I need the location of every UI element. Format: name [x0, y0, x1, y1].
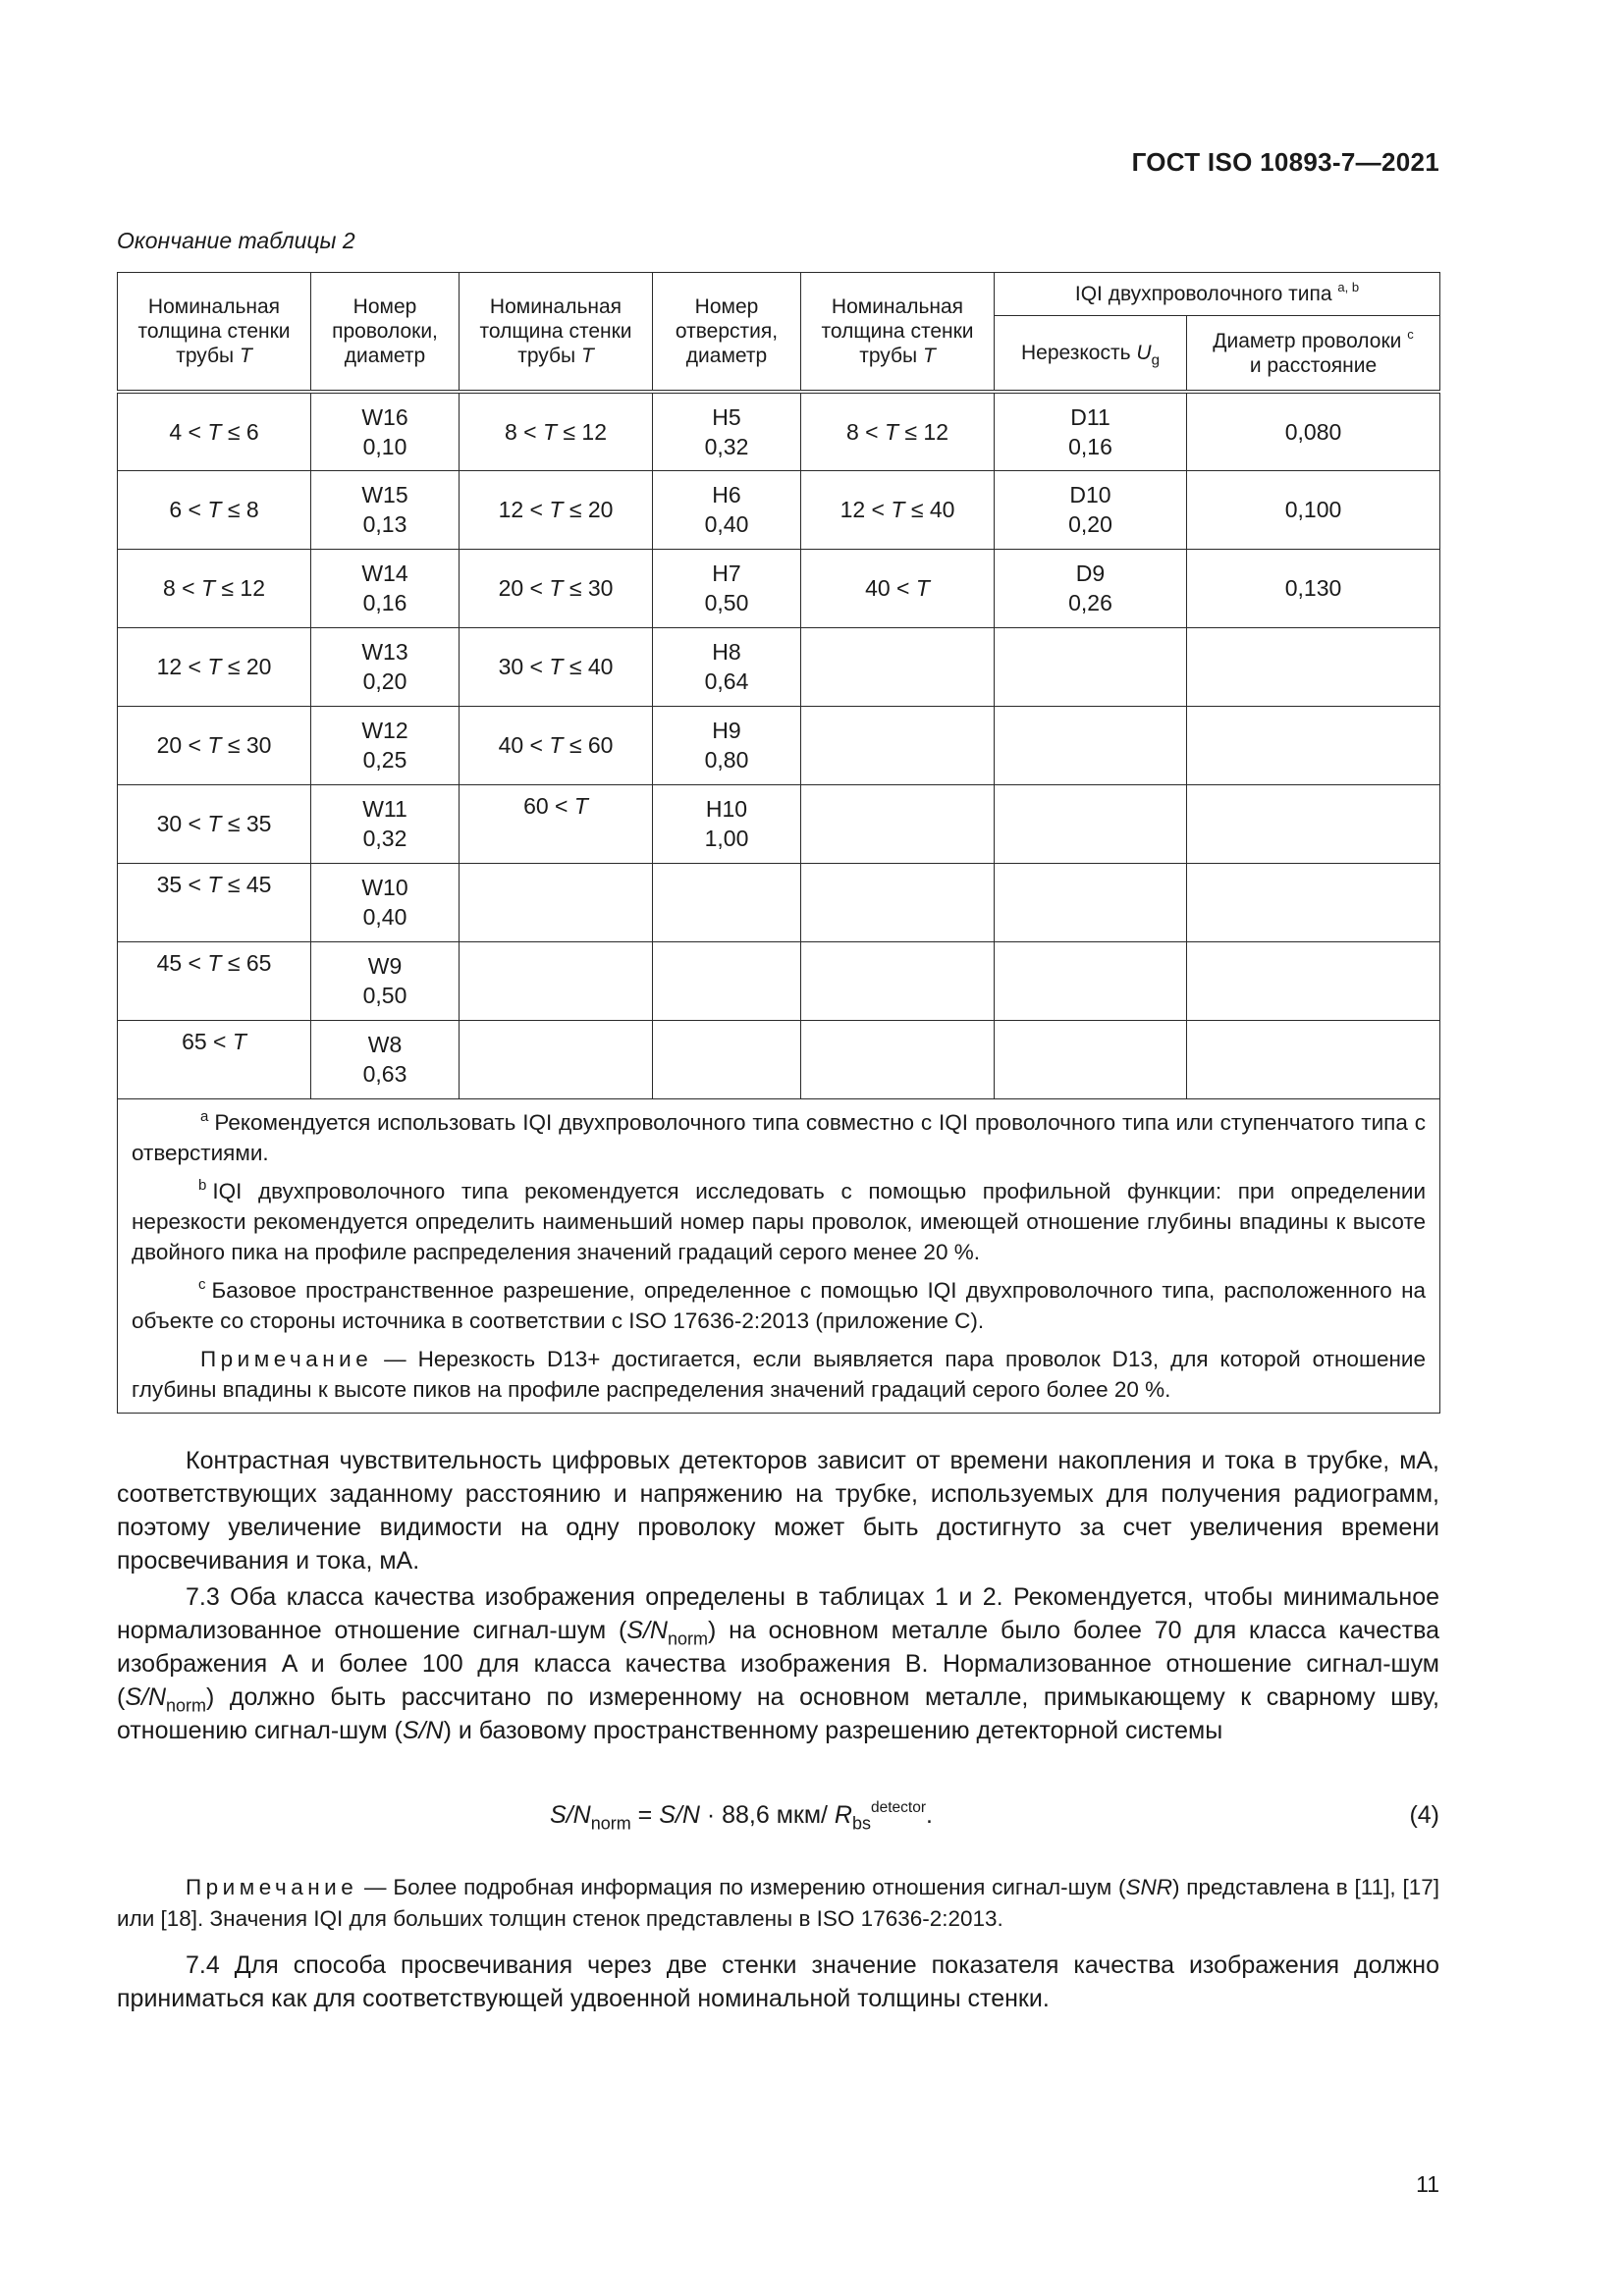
- formula-number: (4): [1409, 1801, 1439, 1829]
- table-footnotes: [118, 1098, 1440, 1413]
- duplex-cell: D11 0,16: [995, 392, 1187, 470]
- standard-code: ГОСТ ISO 10893-7—2021: [1131, 147, 1439, 177]
- wall-thickness-cell: 60 < T: [460, 784, 653, 863]
- wall-thickness-cell: 12 < T ≤ 20: [118, 627, 311, 706]
- empty-cell: [801, 941, 995, 1020]
- header-duplex-iqi-group: IQI двухпроволочного типа $^{a, b}$: [995, 273, 1440, 316]
- table-row: [118, 706, 1440, 784]
- wire-cell: W16 0,10: [311, 392, 460, 470]
- wall-thickness-cell: 40 < T: [801, 549, 995, 627]
- wall-thickness-cell: 8 < T ≤ 12: [460, 392, 653, 470]
- empty-cell: [1187, 627, 1440, 706]
- duplex-cell: D9 0,26: [995, 549, 1187, 627]
- empty-cell: [460, 941, 653, 1020]
- header-hole-number: Номер отверстия, диаметр: [653, 273, 801, 393]
- wire-cell: W14 0,16: [311, 549, 460, 627]
- empty-cell: [801, 706, 995, 784]
- iqi-table: [117, 272, 1440, 1414]
- wire-diameter-cell: 0,100: [1187, 470, 1440, 549]
- table-row: [118, 549, 1440, 627]
- header-wire-diameter-spacing: Диаметр проволоки $^c$ и расстояние: [1187, 316, 1440, 393]
- empty-cell: [801, 627, 995, 706]
- empty-cell: [801, 1020, 995, 1098]
- header-wall-thickness-3: Номинальная толщина стенки трубы T: [801, 273, 995, 393]
- formula-snr-norm: $S/N_{norm} = S/N \cdot 88,6$ мкм/ $R_{bs}^{detector}$.: [550, 1799, 933, 1834]
- wall-thickness-cell: 45 < T ≤ 65: [118, 941, 311, 1020]
- hole-cell: H9 0,80: [653, 706, 801, 784]
- empty-cell: [460, 863, 653, 941]
- empty-cell: [995, 863, 1187, 941]
- table-row: [118, 941, 1440, 1020]
- footnote-c: $^c$ Базовое пространственное разрешение, определенное с помощью IQI двухпроволочного типа, расположенного на объекте со стороны источника в соответствии с ISO 17636-2:2013 (приложение C).: [132, 1276, 1427, 1333]
- empty-cell: [995, 1020, 1187, 1098]
- wire-diameter-cell: 0,080: [1187, 392, 1440, 470]
- empty-cell: [1187, 1020, 1440, 1098]
- paragraph-7-3: 7.3 Оба класса качества изображения определены в таблицах 1 и 2. Рекомендуется, чтобы минимальное нормализованное отношение сигнал-шум $(S/N_{norm})$ на основном металле было более 70 для класса качества изображения A и более 100 для класса качества изображения B. Нормализованное отношение сигнал-шум $(S/N_{norm})$ должно быть рассчитано по измеренному на основном металле, примыкающему к сварному шву, отношению сигнал-шум (S/N) и базовому пространственному разрешению детекторной системы: [117, 1583, 1439, 1744]
- table-note: Примечание — Нерезкость D13+ достигается, если выявляется пара проволок D13, для которой отношение глубины впадины к высоте пиков на профиле распределения значений градаций серого более 20 %.: [132, 1346, 1427, 1402]
- empty-cell: [995, 941, 1187, 1020]
- wire-cell: W13 0,20: [311, 627, 460, 706]
- hole-cell: H7 0,50: [653, 549, 801, 627]
- wire-diameter-cell: 0,130: [1187, 549, 1440, 627]
- table-row: [118, 627, 1440, 706]
- wall-thickness-cell: 20 < T ≤ 30: [118, 706, 311, 784]
- wall-thickness-cell: 35 < T ≤ 45: [118, 863, 311, 941]
- header-unsharpness: Нерезкость $U_g$: [995, 316, 1187, 393]
- table-row: [118, 1020, 1440, 1098]
- wire-cell: W12 0,25: [311, 706, 460, 784]
- header-wall-thickness-2: Номинальная толщина стенки трубы T: [460, 273, 653, 393]
- wire-cell: W11 0,32: [311, 784, 460, 863]
- note-snr: Примечание — Более подробная информация по измерению отношения сигнал-шум (SNR) представлена в [11], [17] или [18]. Значения IQI для больших толщин стенок представлены в ISO 17636-2:2013.: [117, 1875, 1439, 1931]
- empty-cell: [653, 863, 801, 941]
- hole-cell: H6 0,40: [653, 470, 801, 549]
- wall-thickness-cell: 40 < T ≤ 60: [460, 706, 653, 784]
- empty-cell: [801, 863, 995, 941]
- table-row: [118, 392, 1440, 470]
- footnote-b: $^b$ IQI двухпроволочного типа рекомендуется исследовать с помощью профильной функции: при определении нерезкости рекомендуется определить наименьший номер пары проволок, имеющей отношение глубины впадины к высоте двойного пика на профиле распределения значений градаций серого менее 20 %.: [132, 1177, 1427, 1264]
- wall-thickness-cell: 65 < T: [118, 1020, 311, 1098]
- wire-cell: W8 0,63: [311, 1020, 460, 1098]
- wall-thickness-cell: 20 < T ≤ 30: [460, 549, 653, 627]
- empty-cell: [995, 627, 1187, 706]
- wall-thickness-cell: 6 < T ≤ 8: [118, 470, 311, 549]
- header-wall-thickness-1: Номинальная толщина стенки трубы T: [118, 273, 311, 393]
- wall-thickness-cell: 8 < T ≤ 12: [118, 549, 311, 627]
- wall-thickness-cell: 4 < T ≤ 6: [118, 392, 311, 470]
- paragraph-7-4: 7.4 Для способа просвечивания через две стенки значение показателя качества изображения должно приниматься как для соответствующей удвоенной номинальной толщины стенки.: [117, 1951, 1439, 2012]
- table-row: [118, 470, 1440, 549]
- page-number: 11: [1416, 2171, 1439, 2197]
- table-row: [118, 784, 1440, 863]
- wire-cell: W9 0,50: [311, 941, 460, 1020]
- empty-cell: [1187, 941, 1440, 1020]
- wall-thickness-cell: 12 < T ≤ 40: [801, 470, 995, 549]
- empty-cell: [653, 941, 801, 1020]
- paragraph-contrast: Контрастная чувствительность цифровых детекторов зависит от времени накопления и тока в трубке, мА, соответствующих заданному расстоянию и напряжению на трубке, используемых для получения радиограмм, поэтому увеличение видимости на одну проволоку может быть достигнуто за счет увеличения времени просвечивания и тока, мА.: [117, 1447, 1439, 1575]
- empty-cell: [1187, 784, 1440, 863]
- empty-cell: [995, 706, 1187, 784]
- empty-cell: [653, 1020, 801, 1098]
- empty-cell: [1187, 863, 1440, 941]
- wall-thickness-cell: 12 < T ≤ 20: [460, 470, 653, 549]
- header-wire-number: Номер проволоки, диаметр: [311, 273, 460, 393]
- wall-thickness-cell: 30 < T ≤ 35: [118, 784, 311, 863]
- empty-cell: [460, 1020, 653, 1098]
- table-row: [118, 863, 1440, 941]
- empty-cell: [1187, 706, 1440, 784]
- hole-cell: H5 0,32: [653, 392, 801, 470]
- table-caption: Окончание таблицы 2: [117, 228, 355, 253]
- table-footnotes-row: [118, 1098, 1440, 1413]
- wire-cell: W10 0,40: [311, 863, 460, 941]
- wire-cell: W15 0,13: [311, 470, 460, 549]
- footnote-a: $^a$ Рекомендуется использовать IQI двухпроволочного типа совместно с IQI проволочного типа или ступенчатого типа с отверстиями.: [132, 1108, 1427, 1165]
- duplex-cell: D10 0,20: [995, 470, 1187, 549]
- empty-cell: [995, 784, 1187, 863]
- empty-cell: [801, 784, 995, 863]
- hole-cell: H8 0,64: [653, 627, 801, 706]
- wall-thickness-cell: 30 < T ≤ 40: [460, 627, 653, 706]
- hole-cell: H10 1,00: [653, 784, 801, 863]
- wall-thickness-cell: 8 < T ≤ 12: [801, 392, 995, 470]
